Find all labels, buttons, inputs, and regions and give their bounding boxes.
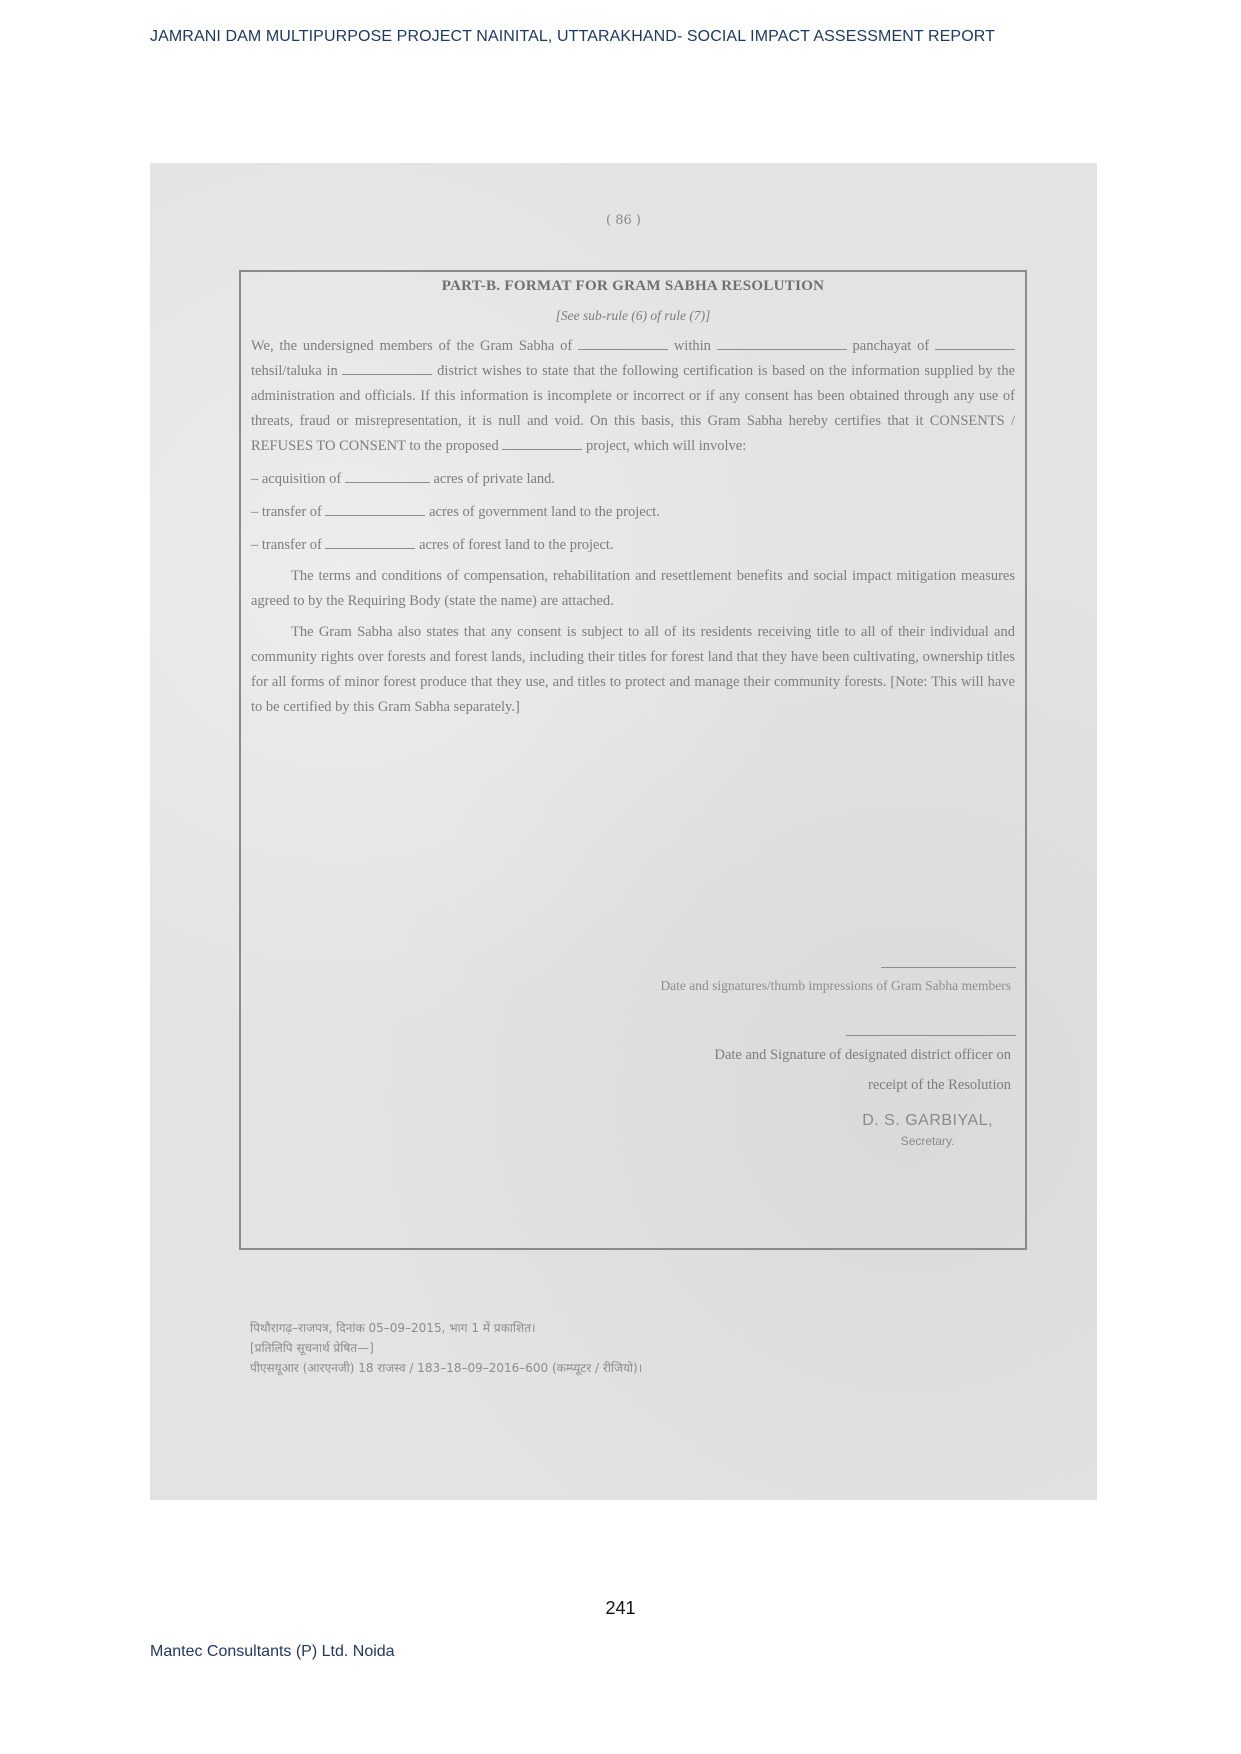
secretary-block	[862, 1112, 993, 1148]
secretary-title: Secretary.	[900, 1134, 955, 1148]
hindi-note-line: पीएसयूआर (आरएनजी) 18 राजस्व / 183–18–09–2016–600 (कम्प्यूटर / रीजियो)।	[250, 1361, 643, 1375]
intro-text-6: project, which will involve:	[585, 438, 747, 454]
page-number: 241	[605, 1598, 636, 1618]
hindi-notes	[250, 1318, 642, 1378]
signature-officer-label-2: receipt of the Resolution	[868, 1077, 1011, 1093]
terms-paragraph: The terms and conditions of compensation, rehabilitation and resettlement benefits and social impact mitigation measures agreed to by the Requiring Body (state the name) are attached.	[251, 568, 1015, 609]
form-subtitle: [See sub-rule (6) of rule (7)]	[555, 308, 711, 323]
item-suffix: acres of forest land to the project.	[419, 537, 614, 553]
item-prefix: – acquisition of	[251, 471, 342, 487]
signature-members-label: Date and signatures/thumb impressions of Gram Sabha members	[660, 978, 1011, 993]
hindi-note-line: [प्रतिलिपि सूचनार्थ प्रेषित—]	[250, 1341, 374, 1355]
consent-paragraph: The Gram Sabha also states that any consent is subject to all of its residents receiving title to all of their individual and community rights over forests and forest lands, including their titles for forest land that they have been cultivating, ownership titles for all forms of minor forest produce that they use, and titles to protect and manage their community forests. [Note: This will have to be certified by this Gram Sabha separately.]	[251, 624, 1015, 715]
scan-page-marker: ( 86 )	[606, 213, 641, 228]
form-title: PART-B. FORMAT FOR GRAM SABHA RESOLUTION	[441, 278, 825, 294]
footer-company: Mantec Consultants (P) Ltd. Noida	[150, 1643, 395, 1660]
list-item	[251, 533, 1015, 558]
intro-text-4: tehsil/taluka in	[251, 363, 338, 379]
form-box	[239, 270, 1027, 1250]
blank-gram-sabha	[578, 335, 668, 350]
blank-project	[502, 435, 582, 450]
blank-within	[717, 335, 847, 350]
running-header: JAMRANI DAM MULTIPURPOSE PROJECT NAINITAL, UTTARAKHAND- SOCIAL IMPACT ASSESSMENT REPORT	[150, 28, 995, 45]
blank-tehsil	[342, 360, 432, 375]
list-item	[251, 467, 1015, 492]
intro-text-3: panchayat of	[852, 338, 930, 354]
signature-officer-label-1: Date and Signature of designated district officer on	[714, 1047, 1011, 1063]
blank-panchayat	[935, 335, 1015, 350]
secretary-name: D. S. GARBIYAL,	[862, 1112, 993, 1129]
intro-paragraph	[251, 334, 1015, 459]
intro-text-2: within	[673, 338, 711, 354]
item-prefix: – transfer of	[251, 537, 322, 553]
blank-acres	[345, 468, 430, 483]
item-suffix: acres of government land to the project.	[429, 504, 660, 520]
hindi-note-line: पिथौरागढ़–राजपत्र, दिनांक 05–09–2015, भाग 1 में प्रकाशित।	[250, 1321, 536, 1335]
item-suffix: acres of private land.	[433, 471, 556, 487]
intro-text-1: We, the undersigned members of the Gram Sabha of	[251, 338, 573, 354]
blank-acres	[325, 534, 415, 549]
scanned-page	[150, 163, 1097, 1500]
signature-line-officer	[846, 1035, 1016, 1036]
intro-text-5: district wishes to state that the following certification is based on the information supplied by the administration and officials. If this information is incomplete or incorrect or if any consent has been obtained through any use of threats, fraud or misrepresentation, it is null and void. On this basis, this Gram Sabha hereby certifies that it CONSENTS / REFUSES TO CONSENT to the proposed	[251, 363, 1016, 454]
blank-acres	[325, 501, 425, 516]
item-prefix: – transfer of	[251, 504, 322, 520]
list-item	[251, 500, 1015, 525]
form-content	[251, 272, 1015, 720]
signature-line-members	[881, 967, 1016, 968]
